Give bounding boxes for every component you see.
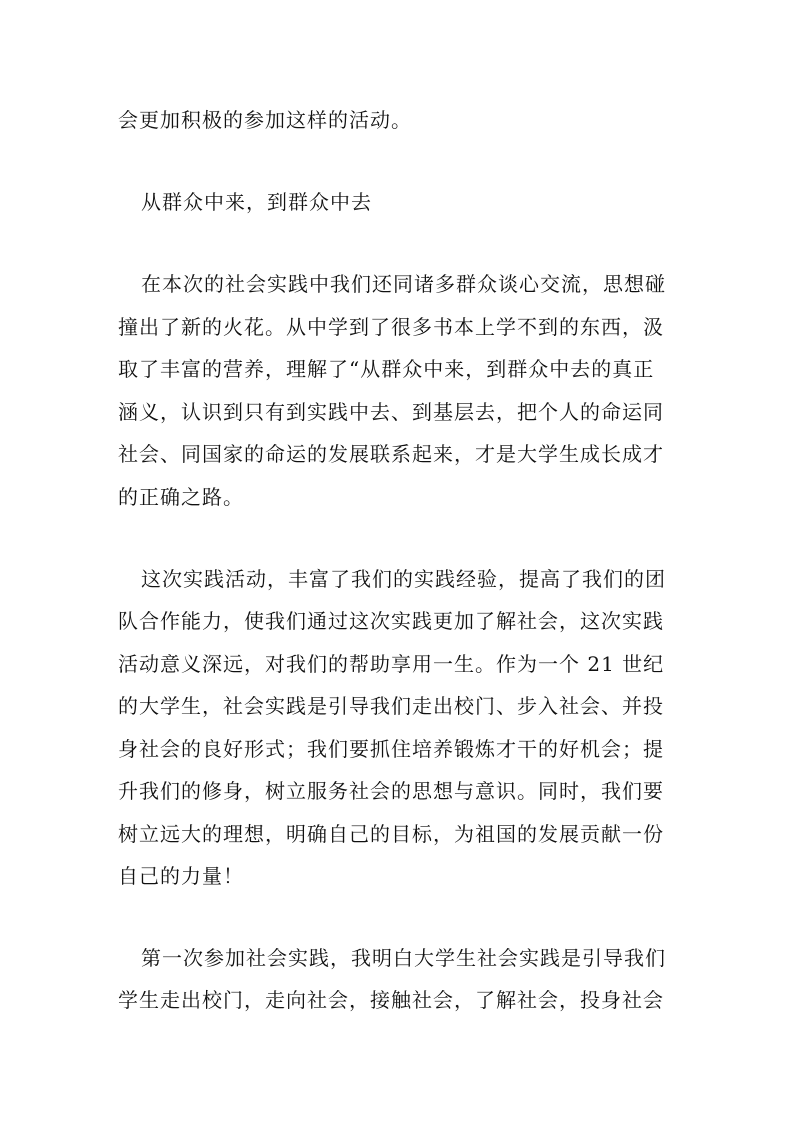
paragraph-line: 第一次参加社会实践，我明白大学生社会实践是引导我们 (141, 946, 666, 970)
paragraph-line: 取了丰富的营养，理解了“从群众中来，到群众中去的真正 (118, 357, 655, 381)
paragraph-line: 树立远大的理想，明确自己的目标，为祖国的发展贡献一份 (118, 822, 664, 846)
paragraph-line: 在本次的社会实践中我们还同诸多群众谈心交流，思想碰 (141, 272, 666, 296)
paragraph-line: 自己的力量！ (118, 864, 244, 888)
paragraph-line: 身社会的良好形式；我们要抓住培养锻炼才干的好机会；提 (118, 737, 664, 761)
paragraph-line: 的大学生，社会实践是引导我们走出校门、步入社会、并投 (118, 694, 664, 718)
paragraph-line: 队合作能力，使我们通过这次实践更加了解社会，这次实践 (118, 609, 664, 633)
paragraph-line: 的正确之路。 (118, 485, 244, 509)
paragraph-line: 会更加积极的参加这样的活动。 (118, 108, 412, 132)
paragraph-line: 学生走出校门，走向社会，接触社会，了解社会，投身社会 (118, 988, 664, 1012)
section-heading: 从群众中来，到群众中去 (141, 190, 372, 214)
paragraph-line: 这次实践活动，丰富了我们的实践经验，提高了我们的团 (141, 567, 666, 591)
paragraph-line: 撞出了新的火花。从中学到了很多书本上学不到的东西，汲 (118, 315, 664, 339)
paragraph-line: 升我们的修身，树立服务社会的思想与意识。同时，我们要 (118, 779, 664, 803)
paragraph-line: 活动意义深远，对我们的帮助享用一生。作为一个 21 世纪 (118, 652, 665, 676)
paragraph-line: 社会、同国家的命运的发展联系起来，才是大学生成长成才 (118, 442, 664, 466)
paragraph-line: 涵义，认识到只有到实践中去、到基层去，把个人的命运同 (118, 400, 664, 424)
